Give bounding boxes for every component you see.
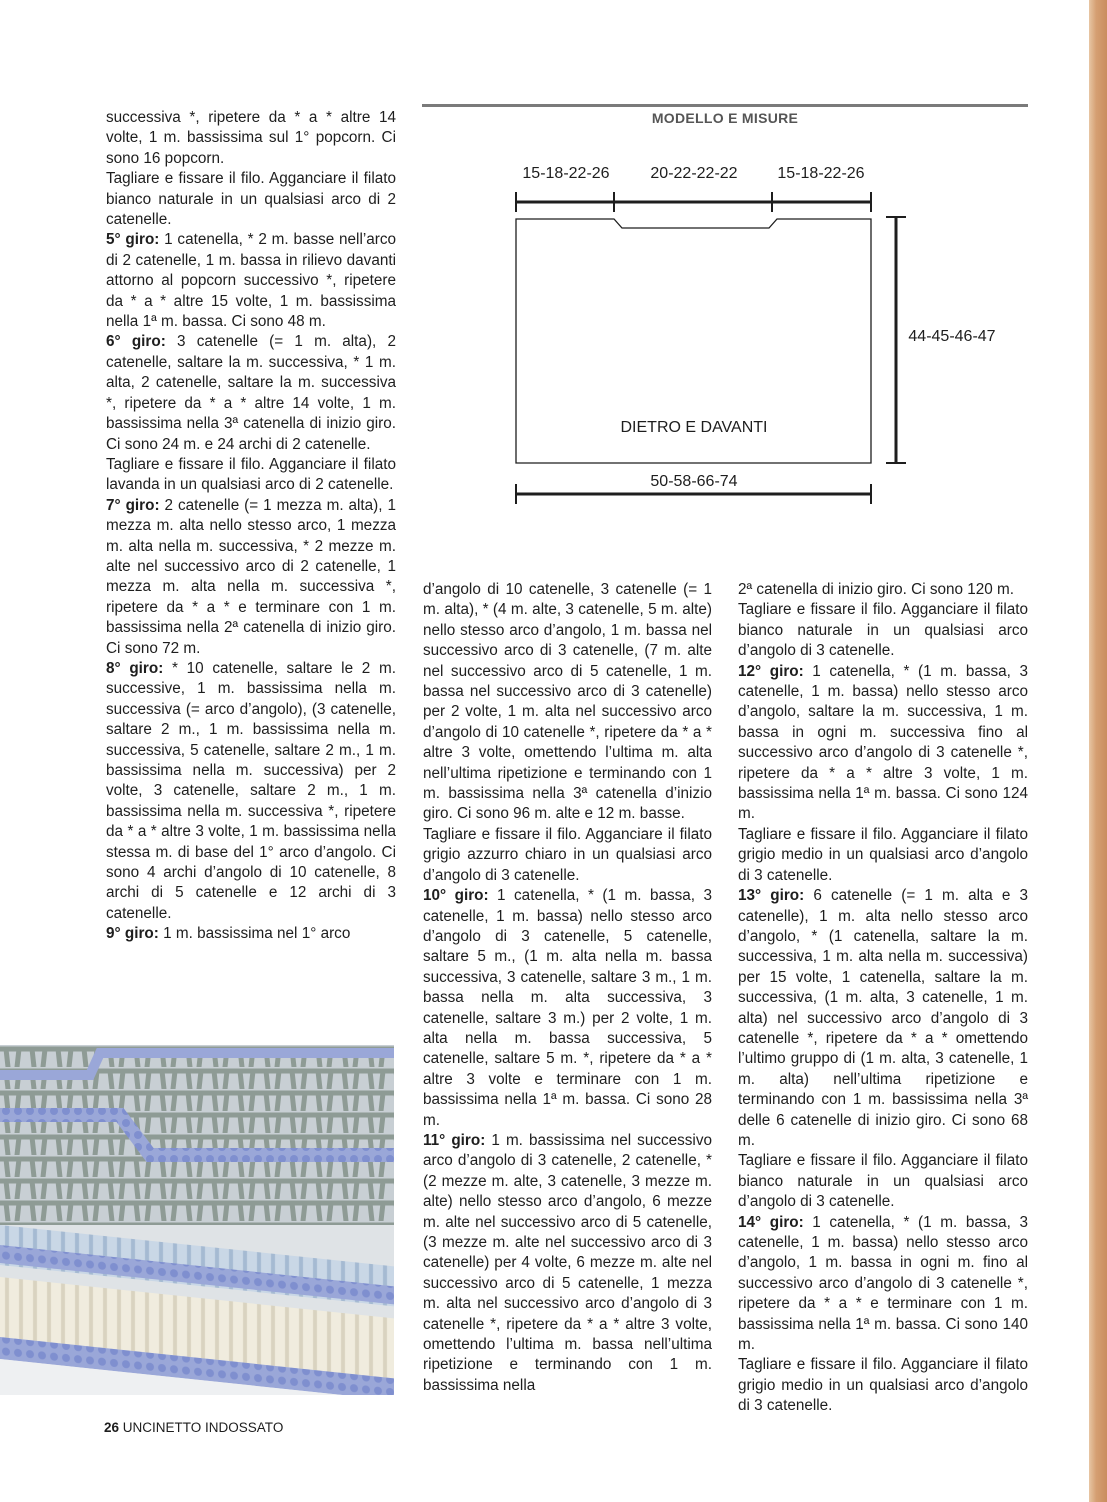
paragraph [738, 600, 1028, 661]
paragraph-text: 1 catenella, * (1 m. bassa, 3 catenelle, 1 m. bassa) nello stesso arco d’angolo, saltare la m. successiva, 1 m. bassa in ogni m. successiva fino al successivo arco d’angolo di 3 catenelle *, ripetere da * a * altre 3 volte, 1 m. bassissima nella 1ª m. bassa. Ci sono 124 m. [738, 662, 1028, 823]
paragraph [423, 580, 712, 825]
round-heading: 6° giro: [106, 333, 166, 351]
top-left-measure: 15-18-22-26 [522, 165, 610, 182]
paragraph-text: Tagliare e fissare il filo. Agganciare il filato grigio medio in un qualsiasi arco d’angolo di 3 catenelle. [738, 825, 1028, 884]
round-heading: 8° giro: [106, 659, 164, 677]
paragraph [106, 108, 396, 169]
paragraph [738, 1355, 1028, 1416]
paragraph [738, 886, 1028, 1151]
paragraph-text: Tagliare e fissare il filo. Agganciare il filato lavanda in un qualsiasi arco di 2 catenelle. [106, 455, 396, 494]
paragraph-text: 1 catenella, * (1 m. bassa, 3 catenelle, 1 m. bassa) nello stesso arco d’angolo di 3 catenelle, 5 catenelle, saltare 5 m., (1 m. alta nella m. bassa successiva, 3 catenelle, saltare 3 m., 1 m. bassa nella m. alta successiva, 3 catenelle, saltare 3 m.) per 2 volte, 1 m. alta nella m. bassa successiva, 5 catenelle, saltare 5 m. *, ripetere da * a * altre 3 volte e terminare con 1 m. bassissima nella 1ª m. bassa. Ci sono 28 m. [423, 887, 712, 1129]
paragraph-text: Tagliare e fissare il filo. Agganciare il filato grigio azzurro chiaro in un qualsiasi arco d’angolo di 3 catenelle. [423, 825, 712, 884]
paragraph-text: d’angolo di 10 catenelle, 3 catenelle (= 1 m. alta), * (4 m. alte, 3 catenelle, 5 m. alte) nello stesso arco d’angolo, 1 m. bassa nel successivo arco di 3 catenelle, (7 m. alte nel successivo arco di 5 catenelle, 1 m. bassa nel successivo arco di 3 catenelle) per 2 volte, 1 m. alta nel successivo arco d’angolo di 10 catenelle *, ripetere da * a * altre 3 volte, omettendo l’ultima m. alta nell’ultima ripetizione e terminando con 1 m. bassissima nella 3ª catenella d’inizio giro. Ci sono 96 m. alte e 12 m. basse. [423, 581, 712, 823]
round-heading: 10° giro: [423, 887, 489, 905]
paragraph-text: 2 catenelle (= 1 mezza m. alta), 1 mezza m. alta nello stesso arco, 1 mezza m. alta nella m. successiva, * 2 mezze m. alte nel successivo arco di 2 catenelle, 1 mezza m. alta nella m. successiva *, ripetere da * a * e terminare con 1 m. bassissima nella 2ª catenella di inizio giro. Ci sono 72 m. [106, 496, 396, 657]
text-column-2 [423, 580, 712, 1396]
schematic [422, 104, 1030, 524]
crochet-swatch-photo [0, 1045, 394, 1395]
text-column-3 [738, 580, 1028, 1417]
paragraph-text: 1 catenella, * 2 m. basse nell’arco di 2 catenelle, 1 m. bassa in rilievo davanti attorno al popcorn successivo *, ripetere da * a * altre 15 volte, 1 m. bassissima nella 1ª m. bassa. Ci sono 48 m. [106, 231, 396, 331]
text-column-1 [106, 108, 396, 945]
paragraph-text: 1 catenella, * (1 m. bassa, 3 catenelle, 1 m. bassa) nello stesso arco d’angolo, 1 m. bassa in ogni m. fino al successivo arco d’angolo di 3 catenelle *, ripetere da * a * e terminare con 1 m. bassissima nella 1ª m. bassa. Ci sono 140 m. [738, 1213, 1028, 1354]
paragraph-text: * 10 catenelle, saltare le 2 m. successive, 1 m. bassissima nella m. successiva (= arco d’angolo), (3 catenelle, saltare 2 m., 1 m. bassissima nella m. successiva, 5 catenelle, saltare 2 m., 1 m. bassissima nella m. successiva) per 2 volte, 3 catenelle, saltare 2 m., 1 m. bassissima nella m. successiva *, ripetere da * a * altre 3 volte, 1 m. bassissima nella stessa m. di base del 1° arco d’angolo. Ci sono 4 archi d’angolo di 10 catenelle, 8 archi di 5 catenelle e 12 archi di 3 catenelle. [106, 659, 396, 922]
width-measure: 50-58-66-74 [650, 473, 738, 490]
paragraph-text: successiva *, ripetere da * a * altre 14 volte, 1 m. bassissima sul 1° popcorn. Ci sono 16 popcorn. [106, 109, 396, 167]
paragraph-text: Tagliare e fissare il filo. Agganciare il filato bianco naturale in un qualsiasi arco d’angolo di 3 catenelle. [738, 601, 1028, 660]
paragraph-text: Tagliare e fissare il filo. Agganciare il filato bianco naturale in un qualsiasi arco d’angolo di 3 catenelle. [738, 1152, 1028, 1211]
page-footer [104, 1420, 283, 1435]
crochet-swatch-image [0, 1045, 394, 1395]
page-number: 26 [104, 1420, 120, 1435]
paragraph [106, 659, 396, 924]
page-edge [1089, 0, 1107, 1502]
round-heading: 13° giro: [738, 887, 805, 905]
paragraph [738, 1151, 1028, 1212]
paragraph [106, 924, 396, 944]
paragraph [106, 169, 396, 230]
top-center-measure: 20-22-22-22 [650, 165, 738, 182]
paragraph [738, 1213, 1028, 1356]
paragraph [423, 825, 712, 886]
magazine-title: UNCINETTO INDOSSATO [122, 1420, 284, 1435]
top-right-measure: 15-18-22-26 [777, 165, 865, 182]
paragraph [106, 230, 396, 332]
panel-label: DIETRO E DAVANTI [620, 419, 768, 436]
paragraph-text: 1 m. bassissima nel 1° arco [158, 925, 351, 943]
paragraph [106, 455, 396, 496]
paragraph [738, 825, 1028, 886]
paragraph-text: Tagliare e fissare il filo. Agganciare il filato grigio medio in un qualsiasi arco d’angolo di 3 catenelle. [738, 1356, 1028, 1415]
paragraph-text: Tagliare e fissare il filo. Agganciare il filato bianco naturale in un qualsiasi arco di 2 catenelle. [106, 170, 396, 229]
round-heading: 14° giro: [738, 1213, 804, 1231]
paragraph-text: 2ª catenella di inizio giro. Ci sono 120 m. [738, 581, 1015, 598]
paragraph [106, 496, 396, 659]
paragraph-text: 1 m. bassissima nel successivo arco d’angolo di 3 catenelle, 2 catenelle, * (2 mezze m. alte, 3 catenelle, 3 mezze m. alte) nello stesso arco d’angolo, 6 mezze m. alte nel successivo arco di 5 catenelle, (3 mezze m. alte nel successivo arco di 3 catenelle) per 4 volte, 6 mezze m. alte nel successivo arco di 5 catenelle, 1 mezza m. alta nel successivo arco d’angolo di 3 catenelle *, ripetere da * a * altre 3 volte, omettendo l’ultima m. bassa nell’ultima ripetizione e terminando con 1 m. bassissima nella [423, 1131, 712, 1394]
paragraph [423, 1131, 712, 1396]
diagram-title: MODELLO E MISURE [651, 110, 799, 126]
paragraph-text: 3 catenelle (= 1 m. alta), 2 catenelle, saltare la m. successiva, * 1 m. alta, 2 catenelle, saltare la m. successiva *, ripetere da * a * altre 14 volte, 1 m. bassissima nella 3ª catenella di inizio giro. Ci sono 24 m. e 24 archi di 2 catenelle. [106, 333, 396, 453]
paragraph [106, 332, 396, 454]
paragraph [738, 662, 1028, 825]
round-heading: 5° giro: [106, 231, 160, 249]
round-heading: 9° giro: [106, 925, 159, 943]
round-heading: 7° giro: [106, 496, 160, 514]
round-heading: 11° giro: [423, 1131, 486, 1149]
paragraph-text: 6 catenelle (= 1 m. alta e 3 catenelle), 1 m. alta nello stesso arco d’angolo, * (1 catenella, saltare la m. successiva, 1 m. alta nella m. successiva) per 15 volte, 1 catenella, saltare la m. successiva, (1 m. alta, 3 catenelle, 1 m. alta) nel successivo arco d’angolo di 3 catenelle *, ripetere da * a * omettendo l’ultimo gruppo di (1 m. alta, 3 catenelle, 1 m. alta) nell’ultima ripetizione e terminando con 1 m. bassissima nella 3ª delle 6 catenelle di inizio giro. Ci sono 68 m. [738, 887, 1028, 1149]
round-heading: 12° giro: [738, 662, 804, 680]
paragraph [738, 580, 1028, 600]
pattern-diagram [422, 104, 1030, 524]
paragraph [423, 886, 712, 1131]
height-measure: 44-45-46-47 [908, 328, 996, 345]
